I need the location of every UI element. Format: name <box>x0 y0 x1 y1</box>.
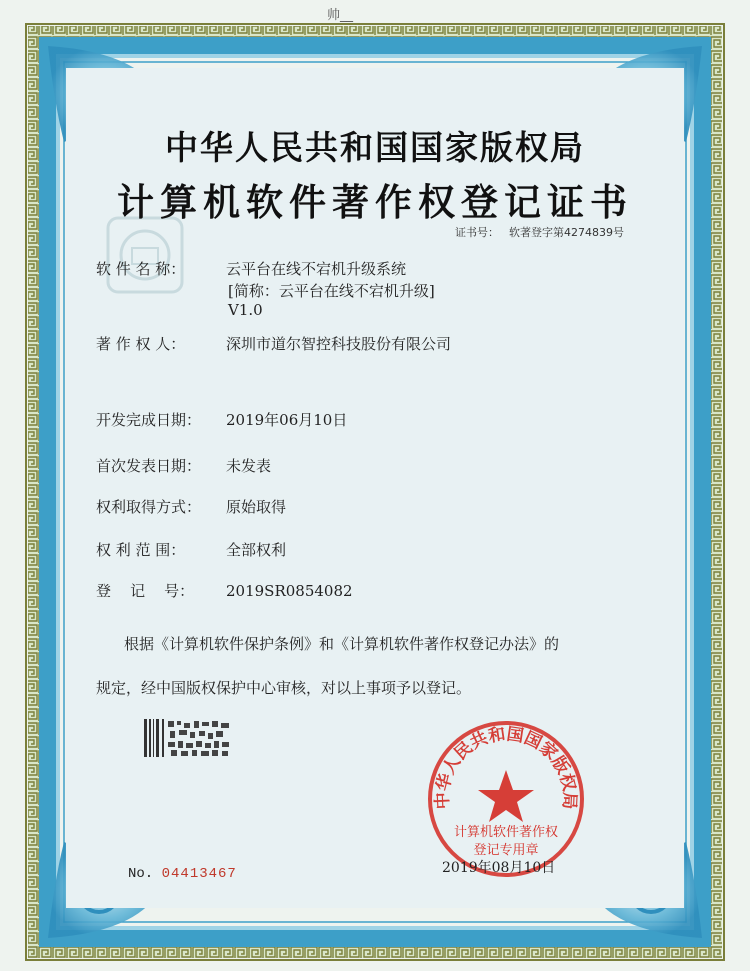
serial-label: No. <box>128 866 154 882</box>
barcode-icon <box>144 719 232 757</box>
dev-date-value: 2019年06月10日 <box>226 411 348 429</box>
acquire-row <box>96 496 286 517</box>
seal-inner-line1: 计算机软件著作权 <box>453 825 559 840</box>
pub-date-label: 首次发表日期： <box>96 457 202 475</box>
seal-inner-line2: 登记专用章 <box>473 843 539 858</box>
pub-date-value: 未发表 <box>226 457 272 475</box>
statement-line-2: 规定，经中国版权保护中心审核，对以上事项予以登记。 <box>96 679 472 697</box>
certificate-number <box>445 224 624 240</box>
scope-label: 权 利 范 围： <box>96 541 186 559</box>
owner-row <box>96 333 451 354</box>
serial-value: 04413467 <box>161 866 237 882</box>
reg-no-label: 登 记 号： <box>96 582 195 600</box>
seal-outer-text: 中华人民共和国国家版权局 <box>432 724 580 810</box>
acquire-value: 原始取得 <box>226 498 287 516</box>
acquire-label: 权利取得方式： <box>96 498 202 516</box>
pub-date-row <box>96 455 271 476</box>
dev-date-label: 开发完成日期： <box>96 411 202 429</box>
software-version: V1.0 <box>228 301 263 319</box>
owner-label: 著 作 权 人： <box>96 335 186 353</box>
statement-line-1: 根据《计算机软件保护条例》和《计算机软件著作权登记办法》的 <box>124 635 560 653</box>
certificate-number-label: 证书号： <box>455 226 499 239</box>
dev-date-row <box>96 409 347 430</box>
scope-row <box>96 539 286 560</box>
software-name-value: 云平台在线不宕机升级系统 <box>226 260 407 278</box>
owner-value: 深圳市道尔智控科技股份有限公司 <box>226 335 452 353</box>
software-short-name: [简称：云平台在线不宕机升级] <box>228 282 435 300</box>
software-name-row <box>96 258 406 279</box>
software-name-label: 软 件 名 称： <box>96 260 186 278</box>
serial-number <box>128 866 237 882</box>
certificate-title: 计算机软件著作权登记证书 <box>117 180 633 224</box>
certificate-number-value: 软著登字第4274839号 <box>509 226 624 239</box>
scope-value: 全部权利 <box>226 541 287 559</box>
reg-no-row <box>96 580 353 601</box>
reg-no-value: 2019SR0854082 <box>226 582 353 600</box>
issuer-title: 中华人民共和国国家版权局 <box>165 128 585 167</box>
issue-date: 2019年08月10日 <box>442 860 556 876</box>
corner-handwritten-mark: 帅__ <box>326 8 353 23</box>
official-red-seal <box>425 718 587 880</box>
